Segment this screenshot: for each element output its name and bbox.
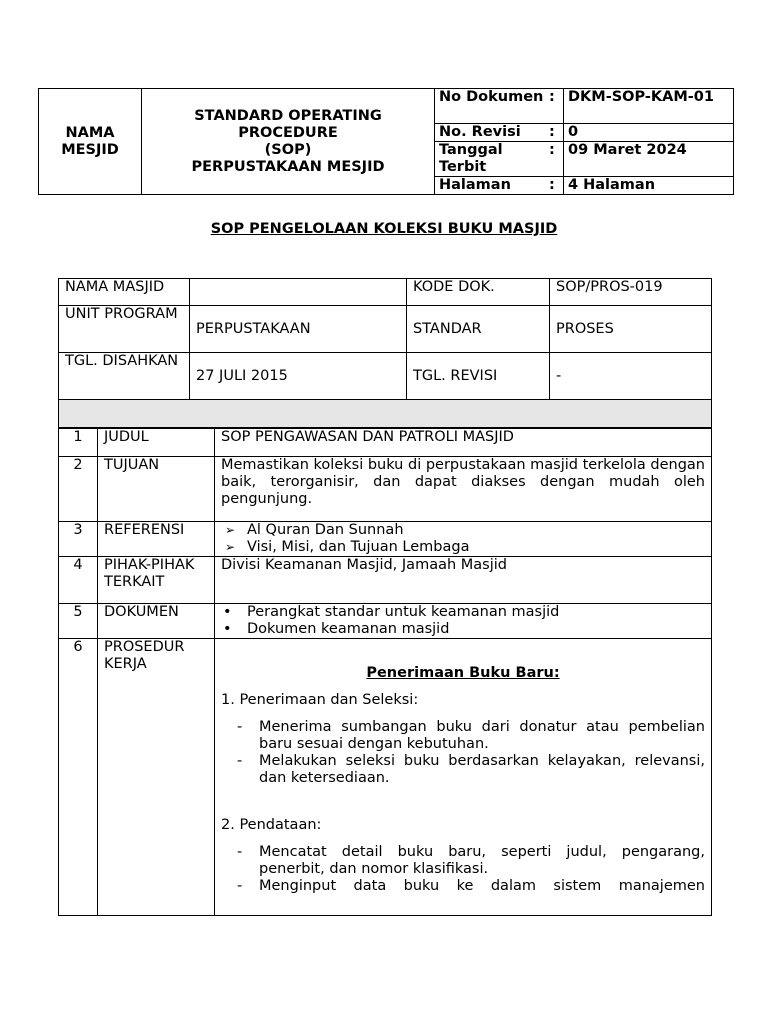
doc-number-label: No Dokumen (439, 89, 544, 105)
document-header (38, 88, 734, 195)
row-number: 6 (59, 639, 98, 916)
row-number: 1 (59, 429, 98, 457)
pages-value: 4 Halaman (564, 177, 734, 195)
row-number: 4 (59, 557, 98, 604)
nama-masjid-value (190, 279, 407, 306)
sop-title-line1: STANDARD OPERATING PROCEDURE (194, 107, 382, 141)
list-item: - Melakukan seleksi buku berdasarkan kelayakan, relevansi, dan ketersediaan. (221, 753, 705, 787)
standar-value: PROSES (550, 306, 712, 353)
dokumen-label: DOKUMEN (98, 604, 215, 639)
revision-label-cell (435, 124, 564, 142)
pages-label: Halaman (439, 177, 511, 193)
step1-title: 1. Penerimaan dan Seleksi: (221, 692, 419, 708)
list-item: • Perangkat standar untuk keamanan masjid (221, 604, 705, 621)
prosedur-content (221, 639, 705, 915)
unit-program-value: PERPUSTAKAAN (190, 306, 407, 353)
kode-dok-value: SOP/PROS-019 (550, 279, 712, 306)
separator: : (549, 177, 555, 193)
list-item: - Mencatat detail buku baru, seperti judul, pengarang, penerbit, dan nomor klasifikasi. (221, 844, 705, 878)
list-item: ➢ Visi, Misi, dan Tujuan Lembaga (221, 539, 705, 556)
tgl-revisi-label: TGL. REVISI (407, 353, 550, 400)
dokumen-list-cell (215, 604, 712, 639)
referensi-label: REFERENSI (98, 522, 215, 557)
nama-masjid-label: NAMA MASJID (59, 279, 190, 306)
row-number: 5 (59, 604, 98, 639)
tujuan-value: Memastikan koleksi buku di perpustakaan masjid terkelola dengan baik, terorganisir, dan dapat diakses dengan mudah oleh pengunjung. (215, 457, 712, 522)
row-number: 2 (59, 457, 98, 522)
revision-label: No. Revisi (439, 124, 521, 140)
tujuan-label: TUJUAN (98, 457, 215, 522)
info-table (58, 278, 712, 428)
sop-title-line2: (SOP) (264, 141, 312, 158)
separator: : (549, 89, 555, 105)
standar-label: STANDAR (407, 306, 550, 353)
judul-value: SOP PENGAWASAN DAN PATROLI MASJID (215, 429, 712, 457)
judul-label: JUDUL (98, 429, 215, 457)
masjid-name-cell (39, 89, 142, 195)
doc-number-value: DKM-SOP-KAM-01 (564, 89, 734, 124)
doc-number-label-cell (435, 89, 564, 124)
procedure-table (58, 428, 712, 916)
issue-date-value: 09 Maret 2024 (564, 142, 734, 177)
list-item: - Menginput data buku ke dalam sistem manajemen (221, 878, 705, 895)
revision-value: 0 (564, 124, 734, 142)
document-title: SOP PENGELOLAAN KOLEKSI BUKU MASJID (210, 221, 558, 237)
sop-title-line3: PERPUSTAKAAN MESJID (191, 158, 385, 175)
kode-dok-label: KODE DOK. (407, 279, 550, 306)
issue-date-label-cell (435, 142, 564, 177)
list-item: ➢ Al Quran Dan Sunnah (221, 522, 705, 539)
list-item: • Dokumen keamanan masjid (221, 621, 705, 638)
separator: : (549, 142, 555, 158)
step1-list (221, 719, 705, 787)
pages-label-cell (435, 177, 564, 195)
pihak-label: PIHAK-PIHAK TERKAIT (98, 557, 215, 604)
tgl-disahkan-label: TGL. DISAHKAN (59, 353, 190, 400)
row-number: 3 (59, 522, 98, 557)
referensi-list (221, 522, 705, 556)
tgl-revisi-value: - (550, 353, 712, 400)
prosedur-cell (215, 639, 712, 916)
list-item: - Menerima sumbangan buku dari donatur atau pembelian baru sesuai dengan kebutuhan. (221, 719, 705, 753)
masjid-name-label: NAMA MESJID (61, 124, 119, 158)
separator: : (549, 124, 555, 140)
referensi-list-cell (215, 522, 712, 557)
step2-list (221, 844, 705, 895)
prosedur-heading: Penerimaan Buku Baru: (366, 665, 560, 681)
tgl-disahkan-value: 27 JULI 2015 (190, 353, 407, 400)
unit-program-label: UNIT PROGRAM (59, 306, 190, 353)
shaded-separator-row (59, 400, 712, 428)
step2-title: 2. Pendataan: (221, 817, 322, 833)
dokumen-list (221, 604, 705, 638)
issue-date-label: Tanggal Terbit (439, 142, 503, 175)
prosedur-label: PROSEDUR KERJA (98, 639, 215, 916)
sop-title-cell (142, 89, 435, 195)
pihak-value: Divisi Keamanan Masjid, Jamaah Masjid (215, 557, 712, 604)
